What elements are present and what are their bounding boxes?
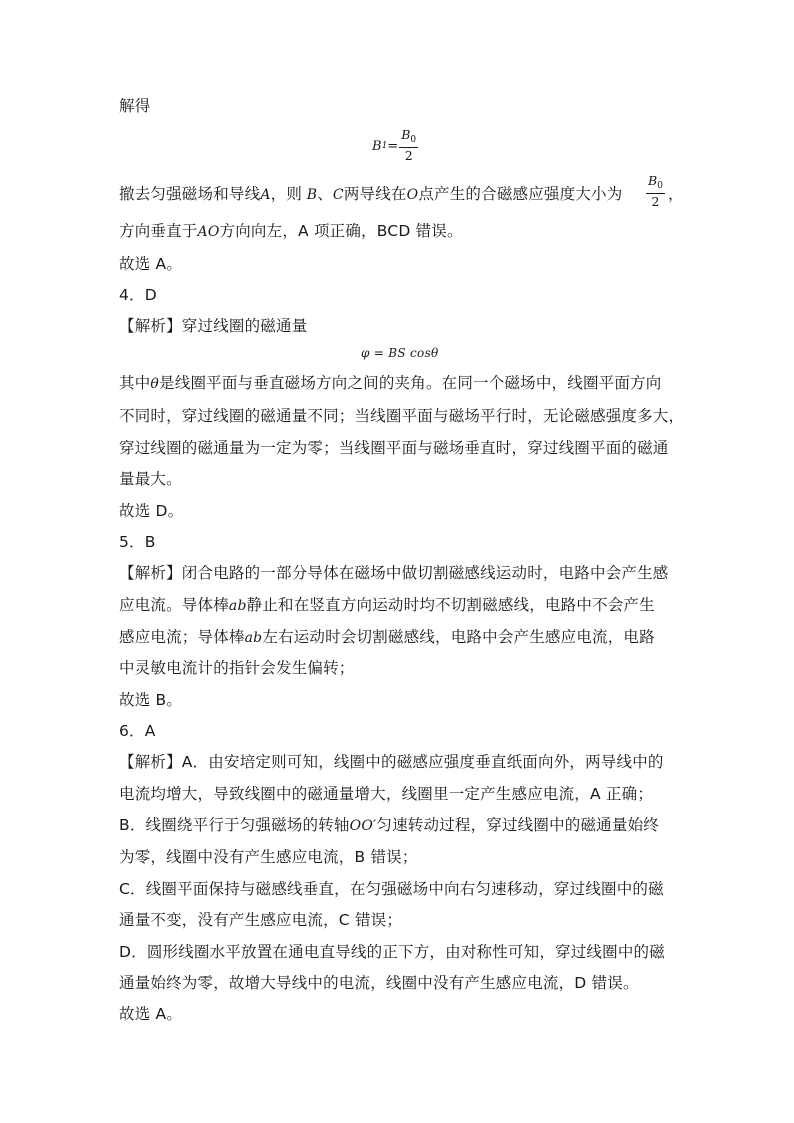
text-line: 通量始终为零，故增大导线中的电流，线圈中没有产生感应电流，D 错误。 (119, 974, 639, 992)
text-line: 通量不变，没有产生感应电流，C 错误； (119, 911, 403, 929)
equation-phi: φ = BS cosθ (361, 346, 439, 360)
equation-b1: B 1 = $\frac{B_0}{2}$ (372, 127, 417, 164)
text-line: D．圆形线圈水平放置在通电直导线的正下方，由对称性可知，穿过线圈中的磁 (119, 943, 665, 961)
text-line: 【解析】A．由安培定则可知，线圈中的磁感应强度垂直纸面向外，两导线中的 (119, 753, 664, 771)
text-line: 方向垂直于AO方向向左，A 项正确，BCD 错误。 (119, 222, 463, 240)
text-line: 【解析】穿过线圈的磁通量 (119, 317, 308, 335)
fraction-b0-over-2-inline: $\frac{B_0}{2}$ (648, 173, 663, 209)
text-line: 为零，线圈中没有产生感应电流，B 错误； (119, 848, 418, 866)
text-line: 【解析】闭合电路的一部分导体在磁场中做切割磁感线运动时，电路中会产生感 (119, 564, 669, 582)
text-line: 中灵敏电流计的指针会发生偏转； (119, 659, 355, 677)
answer-heading: 5．B (119, 533, 156, 551)
fraction-b0-over-2: $\frac{B_0}{2}$ (401, 127, 417, 164)
text-line: 故选 D。 (119, 502, 184, 520)
text-comma: ， (668, 185, 684, 203)
text-line: C．线圈平面保持与磁感线垂直，在匀强磁场中向右匀速移动，穿过线圈中的磁 (119, 880, 664, 898)
text-line: 故选 B。 (119, 691, 183, 709)
text-line: 应电流。导体棒ab静止和在竖直方向运动时均不切割磁感线，电路中不会产生 (119, 596, 655, 614)
text-line: 感应电流；导体棒ab左右运动时会切割磁感线，电路中会产生感应电流，电路 (119, 628, 655, 646)
text-line: 穿过线圈的磁通量为一定为零；当线圈平面与磁场垂直时，穿过线圈平面的磁通 (119, 439, 669, 457)
text-line: 解得 (119, 97, 151, 115)
answer-heading: 6．A (119, 722, 156, 740)
text-line: 电流均增大，导致线圈中的磁通量增大，线圈里一定产生感应电流，A 正确； (119, 785, 654, 803)
text-line: 量最大。 (119, 470, 182, 488)
text-line: 故选 A。 (119, 255, 183, 273)
text-line: B．线圈绕平行于匀强磁场的转轴OO′匀速转动过程，穿过线圈中的磁通量始终 (119, 816, 659, 834)
answer-heading: 4．D (119, 286, 157, 304)
text-line: 撤去匀强磁场和导线A，则 B、C两导线在O点产生的合磁感应强度大小为 (119, 185, 623, 203)
text-line: 故选 A。 (119, 1005, 183, 1023)
text-line: 其中θ是线圈平面与垂直磁场方向之间的夹角。在同一个磁场中，线圈平面方向 (119, 374, 662, 392)
text-line: 不同时，穿过线圈的磁通量不同；当线圈平面与磁场平行时，无论磁感强度多大， (119, 407, 685, 425)
